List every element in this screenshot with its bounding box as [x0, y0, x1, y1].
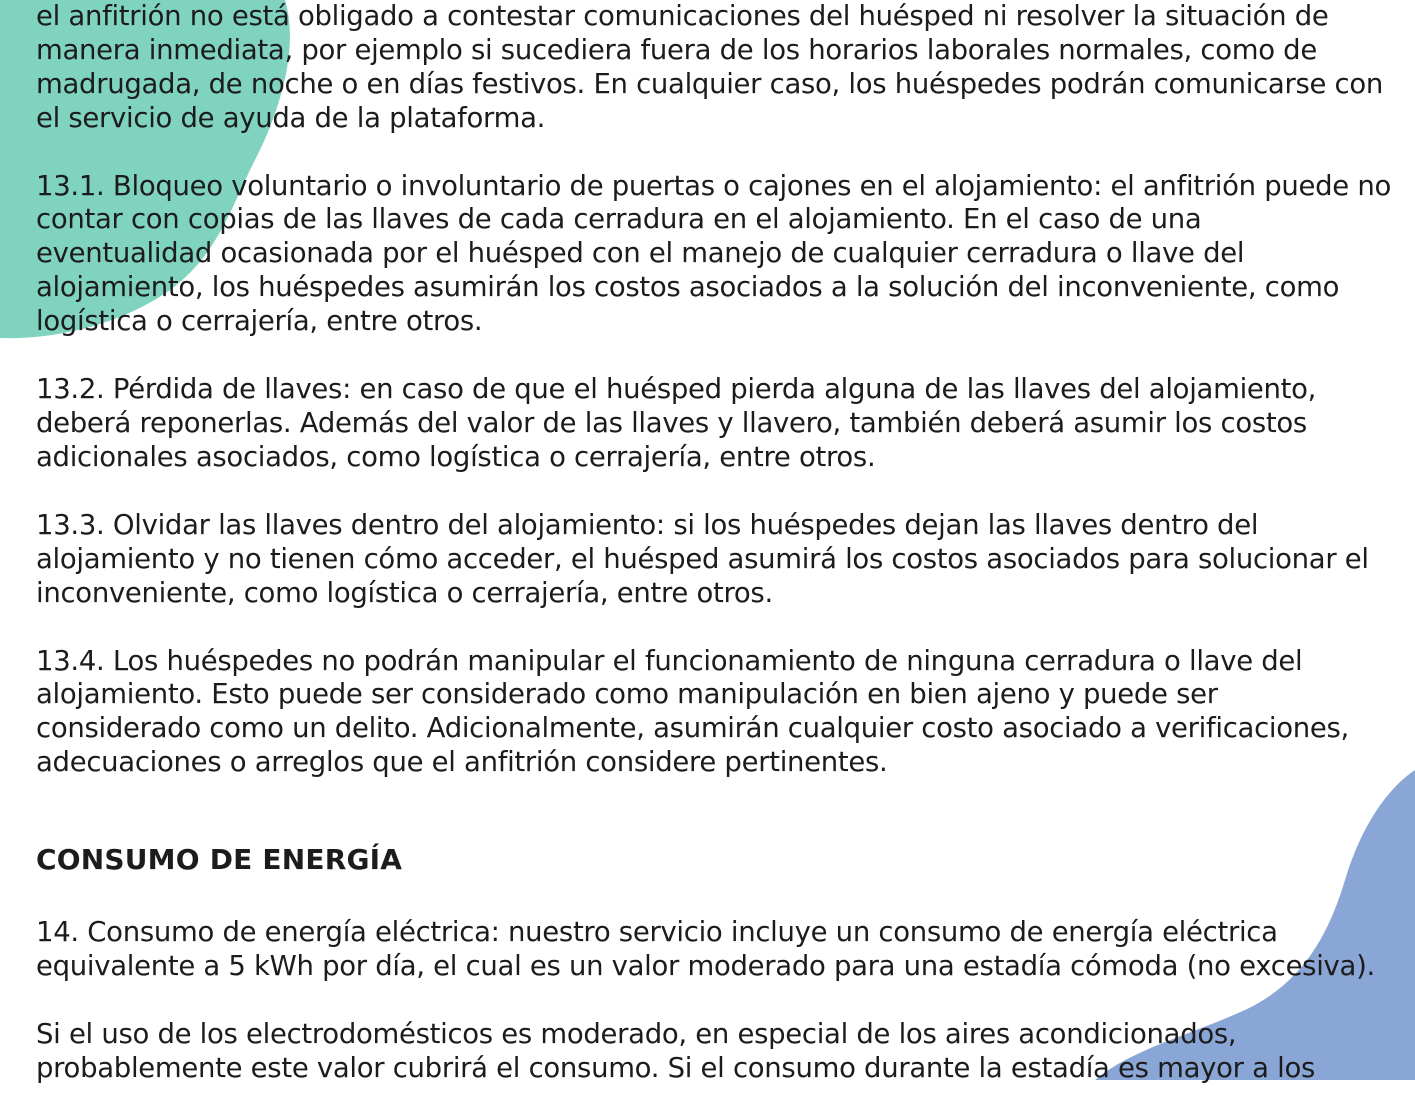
energy-section-heading: CONSUMO DE ENERGÍA	[36, 843, 403, 877]
text-line: madrugada, de noche o en días festivos. En cualquier caso, los huéspedes podrán comunicarse con	[36, 67, 1384, 100]
clause-13-2-paragraph	[36, 373, 1386, 475]
text-line: manera inmediata, por ejemplo si sucediera fuera de los horarios laborales normales, como de	[36, 33, 1317, 66]
clause-13-3-paragraph	[36, 509, 1386, 611]
text-line: el servicio de ayuda de la plataforma.	[36, 101, 546, 134]
text-line: 13.1. Bloqueo voluntario o involuntario de puertas o cajones en el alojamiento: el anfitrión puede no	[36, 169, 1391, 202]
document-page	[36, 0, 1391, 1120]
text-line: 13.3. Olvidar las llaves dentro del alojamiento: si los huéspedes dejan las llaves dentro del	[36, 508, 1259, 541]
text-line: equivalente a 5 kWh por día, el cual es un valor moderado para una estadía cómoda (no excesiva).	[36, 950, 1375, 983]
text-line: contar con copias de las llaves de cada cerradura en el alojamiento. En el caso de una	[36, 203, 1202, 236]
text-line: alojamiento, los huéspedes asumirán los costos asociados a la solución del inconveniente, como	[36, 271, 1340, 304]
clause-13-1-paragraph	[36, 169, 1391, 340]
text-line: considerado como un delito. Adicionalmente, asumirán cualquier costo asociado a verificaciones,	[36, 712, 1349, 745]
text-line: logística o cerrajería, entre otros.	[36, 305, 483, 338]
text-line: alojamiento. Esto puede ser considerado como manipulación en bien ajeno y puede ser	[36, 678, 1218, 711]
text-line: inconveniente, como logística o cerrajería, entre otros.	[36, 576, 773, 609]
clause-13-4-paragraph	[36, 645, 1386, 781]
text-line: 14. Consumo de energía eléctrica: nuestro servicio incluye un consumo de energía eléctrica	[36, 916, 1278, 949]
text-line: 13.2. Pérdida de llaves: en caso de que el huésped pierda alguna de las llaves del alojamiento,	[36, 373, 1317, 406]
text-line: deberá reponerlas. Además del valor de las llaves y llavero, también deberá asumir los costos	[36, 406, 1307, 439]
text-line: Si el uso de los electrodomésticos es moderado, en especial de los aires acondicionados,	[36, 1017, 1237, 1050]
text-line: alojamiento y no tienen cómo acceder, el huésped asumirá los costos asociados para solucionar el	[36, 542, 1369, 575]
closing-paragraph	[36, 1018, 1386, 1086]
text-line: el anfitrión no está obligado a contestar comunicaciones del huésped ni resolver la situación de	[36, 0, 1329, 32]
intro-paragraph	[36, 0, 1386, 136]
text-line: eventualidad ocasionada por el huésped con el manejo de cualquier cerradura o llave del	[36, 237, 1245, 270]
clause-14-paragraph	[36, 916, 1386, 984]
text-line: adicionales asociados, como logística o cerrajería, entre otros.	[36, 440, 876, 473]
text-line: probablemente este valor cubrirá el consumo. Si el consumo durante la estadía es mayor a los	[36, 1051, 1316, 1084]
text-line: 13.4. Los huéspedes no podrán manipular el funcionamiento de ninguna cerradura o llave del	[36, 644, 1303, 677]
text-line: adecuaciones o arreglos que el anfitrión considere pertinentes.	[36, 746, 888, 779]
